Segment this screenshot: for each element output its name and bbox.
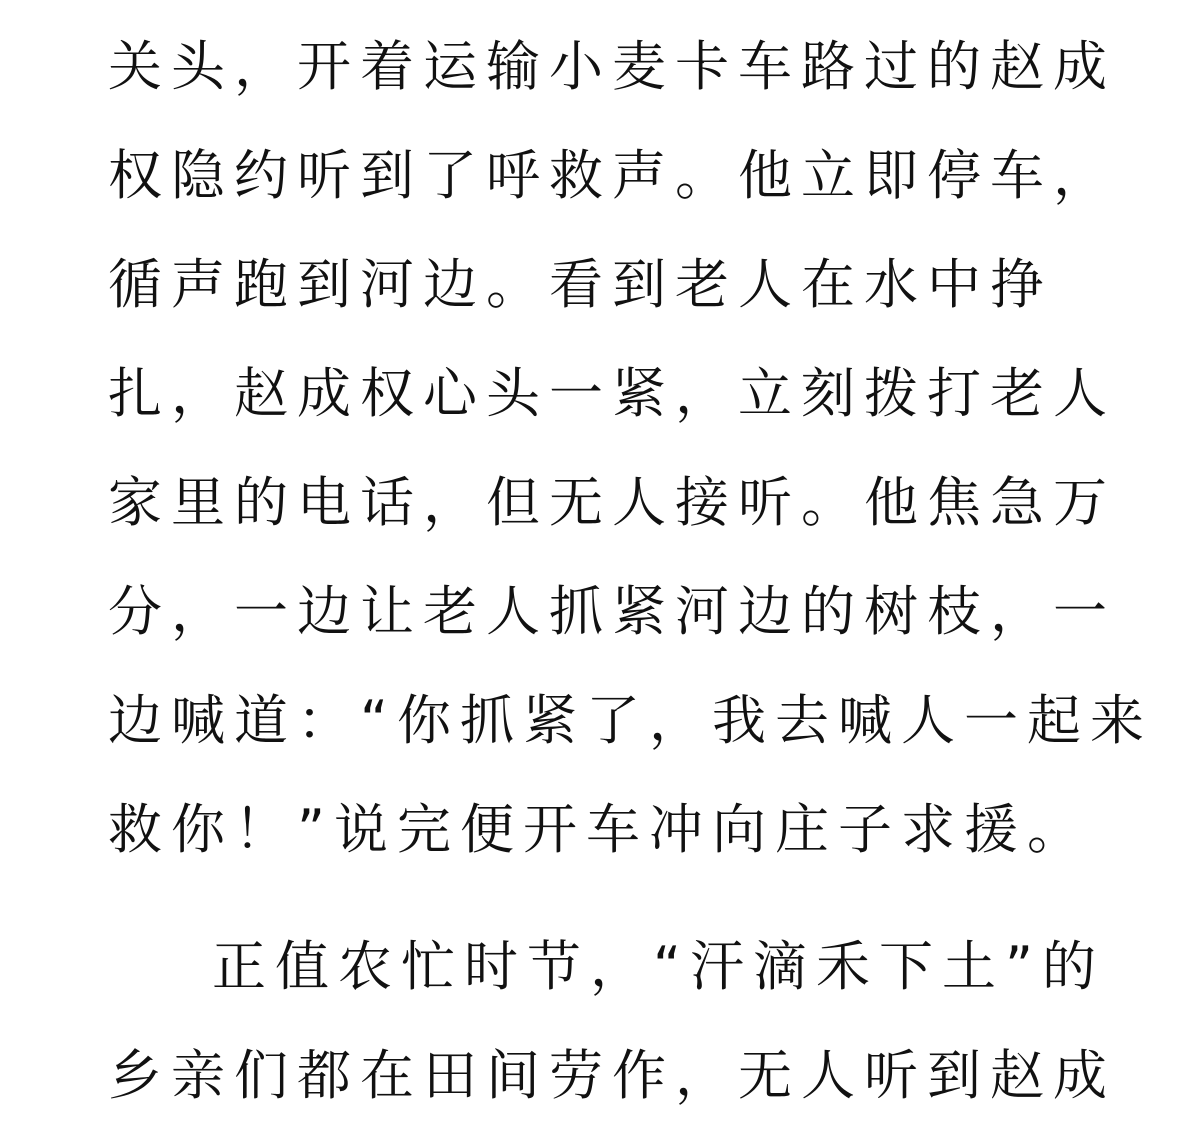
text-line: 分，一边让老人抓紧河边的树枝，一: [108, 580, 1116, 643]
text-line: 边喊道：“你抓紧了，我去喊人一起来: [108, 689, 1153, 752]
paragraph-gap: [108, 884, 1070, 912]
paragraph-1: [108, 12, 1153, 884]
text-line: 扎，赵成权心头一紧，立刻拨打老人: [108, 362, 1116, 425]
text-line: 正值农忙时节，“汗滴禾下土”的: [212, 935, 1105, 998]
article-body: [108, 12, 1153, 1130]
text-line: 权隐约听到了呼救声。他立即停车，: [108, 144, 1116, 207]
paragraph-2: [108, 912, 1116, 1130]
text-line: 关头，开着运输小麦卡车路过的赵成: [108, 35, 1116, 98]
text-line: 循声跑到河边。看到老人在水中挣: [108, 253, 1053, 316]
text-line: 乡亲们都在田间劳作，无人听到赵成: [108, 1044, 1116, 1107]
text-line: 救你！”说完便开车冲向庄子求援。: [108, 798, 1090, 861]
text-line: 家里的电话，但无人接听。他焦急万: [108, 471, 1116, 534]
